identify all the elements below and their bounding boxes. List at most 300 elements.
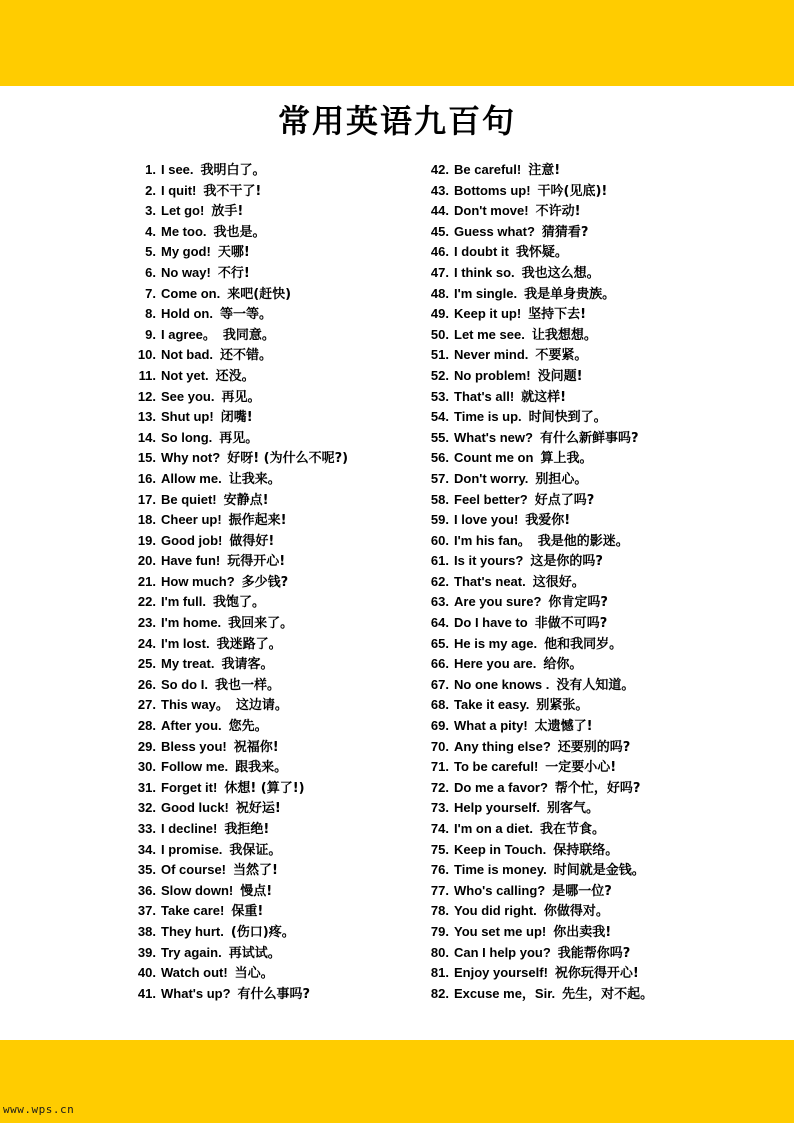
phrase-english: Good luck! [161,800,229,816]
phrase-chinese: 祝好运! [235,801,281,817]
phrase-english: Time is up. [454,409,522,425]
phrase-row [415,325,715,346]
phrase-english: I agree。 [161,326,216,342]
phrase-chinese: 算上我。 [540,451,593,467]
phrase-row [415,181,715,202]
phrase-number: 80. [430,944,449,960]
phrase-chinese: 天哪! [217,245,250,261]
phrase-number: 64. [430,615,449,631]
phrase-chinese: 我是他的影迷。 [537,533,629,549]
phrase-english: How much? [161,573,235,589]
phrase-row [415,654,715,675]
phrase-number: 15. [137,450,156,466]
phrase-row [415,737,715,758]
phrase-number: 52. [430,367,449,383]
phrase-row [122,963,412,984]
phrase-number: 60. [430,532,449,548]
phrase-number: 9. [145,326,156,342]
phrase-number: 33. [137,821,156,836]
phrase-number: 46. [430,244,449,260]
phrase-english: Never mind. [454,347,529,363]
watermark: www.wps.cn [3,1103,75,1116]
phrase-chinese: 跟我来。 [235,760,288,776]
phrase-english: I decline! [161,821,218,836]
phrase-number: 36. [137,882,156,898]
phrase-number: 63. [430,594,449,610]
phrase-row [122,592,412,613]
phrase-english: You set me up! [454,923,547,939]
phrase-english: Keep it up! [454,306,522,322]
phrase-number: 55. [430,429,449,445]
phrase-column-right [415,160,715,1004]
phrase-row [415,469,715,490]
phrase-chinese: 你做得对。 [543,904,609,920]
phrase-chinese: 我在节食。 [539,822,605,837]
phrase-number: 11. [138,367,156,383]
phrase-number: 40. [137,965,156,981]
phrase-number: 82. [430,985,449,1001]
phrase-row [415,675,715,696]
phrase-chinese: 注意! [528,163,561,178]
phrase-chinese: 这边请。 [235,698,288,714]
phrase-number: 57. [430,470,449,486]
phrase-number: 41. [137,985,156,1001]
phrase-chinese: 非做不可吗? [534,616,608,632]
phrase-chinese: 不行! [217,265,250,281]
phrase-number: 78. [430,903,449,919]
phrase-number: 6. [145,264,156,280]
phrase-row [122,922,412,943]
phrase-english: I'm lost. [161,635,210,651]
phrase-number: 51. [430,347,449,363]
phrase-chinese: 太遗憾了! [534,719,593,735]
phrase-row [415,716,715,737]
phrase-row [122,881,412,902]
phrase-number: 20. [137,553,156,569]
phrase-english: What a pity! [454,718,528,734]
phrase-number: 76. [430,862,449,878]
phrase-chinese: 还没。 [215,368,255,384]
phrase-chinese: 没有人知道。 [556,677,635,693]
phrase-chinese: 让我想想。 [531,327,597,343]
phrase-english: I doubt it [454,244,509,260]
phrase-english: Here you are. [454,656,537,672]
phrase-english: Take it easy. [454,697,530,713]
phrase-row [122,531,412,552]
phrase-row [122,675,412,696]
phrase-number: 71. [430,759,449,775]
phrase-chinese: 我保证。 [229,842,282,858]
phrase-chinese: 安静点! [223,492,269,508]
phrase-english: I promise. [161,841,223,857]
phrase-row [122,551,412,572]
phrase-english: I'm his fan。 [454,532,531,548]
phrase-row [122,284,412,305]
phrase-english: Feel better? [454,491,528,507]
phrase-number: 70. [430,738,449,754]
phrase-row [415,634,715,655]
phrase-row [415,901,715,922]
phrase-english: I'm home. [161,615,222,631]
phrase-number: 72. [430,779,449,795]
phrase-row [122,242,412,263]
phrase-row [415,984,715,1005]
phrase-chinese: 我明白了。 [200,163,266,178]
phrase-number: 58. [430,491,449,507]
phrase-english: Excuse me，Sir. [454,985,556,1001]
phrase-chinese: 休想! (算了!) [224,780,305,796]
phrase-number: 16. [137,470,156,486]
phrase-chinese: 当心。 [234,966,274,982]
phrase-row [415,881,715,902]
phrase-chinese: 保重! [231,904,264,920]
phrase-chinese: 当然了! [233,863,278,879]
phrase-english: Follow me. [161,759,229,775]
phrase-number: 1. [145,162,156,177]
phrase-number: 7. [145,285,156,301]
phrase-english: Time is money. [454,862,547,878]
phrase-number: 37. [137,903,156,919]
phrase-row [415,222,715,243]
phrase-english: No problem! [454,367,531,383]
phrase-chinese: 再见。 [221,389,261,405]
phrase-chinese: 我是单身贵族。 [524,286,616,302]
phrase-chinese: 别客气。 [546,801,599,817]
phrase-row [415,922,715,943]
phrase-chinese: 来吧(赶快) [227,286,292,302]
phrase-english: You did right. [454,903,537,919]
phrase-english: Allow me. [161,470,222,486]
phrase-english: Watch out! [161,965,228,981]
phrase-number: 13. [137,409,156,425]
top-accent-band [0,0,794,86]
phrase-number: 4. [145,223,156,239]
phrase-number: 26. [137,676,156,692]
phrase-row [122,737,412,758]
phrase-row [122,448,412,469]
phrase-row [122,634,412,655]
phrase-number: 8. [145,306,156,322]
phrase-chinese: 好点了吗? [534,492,595,508]
phrase-english: That's all! [454,388,515,404]
phrase-number: 45. [430,223,449,239]
phrase-row [122,901,412,922]
phrase-chinese: 帮个忙，好吗? [554,780,641,796]
phrase-number: 50. [430,326,449,342]
phrase-row [122,366,412,387]
page-title: 常用英语九百句 [277,102,516,140]
phrase-english: My god! [161,244,211,260]
phrase-row [122,716,412,737]
phrase-chinese: 这是你的吗? [530,554,603,570]
phrase-english: My treat. [161,656,215,672]
phrase-english: Good job! [161,532,223,548]
phrase-chinese: 再试试。 [228,945,281,961]
phrase-row [415,695,715,716]
phrase-english: Are you sure? [454,594,542,610]
phrase-chinese: 还要别的吗? [557,739,631,755]
phrase-number: 74. [430,821,449,836]
phrase-number: 67. [430,676,449,692]
phrase-english: Forget it! [161,779,218,795]
phrase-chinese: 我也是。 [213,224,266,240]
phrase-row [415,160,715,181]
phrase-row [122,860,412,881]
phrase-chinese: 等一等。 [220,307,273,323]
phrase-chinese: 别担心。 [535,471,588,487]
phrase-row [415,840,715,861]
phrase-number: 77. [430,882,449,898]
phrase-row [122,304,412,325]
phrase-english: Keep in Touch. [454,841,547,857]
phrase-row [122,778,412,799]
phrase-english: What's new? [454,429,533,445]
bottom-accent-band [0,1040,794,1123]
phrase-number: 21. [137,573,156,589]
phrase-number: 59. [430,512,449,528]
phrase-chinese: 不要紧。 [535,348,588,364]
phrase-number: 79. [430,923,449,939]
phrase-chinese: 他和我同岁。 [544,636,623,652]
phrase-row [415,387,715,408]
phrase-number: 35. [137,862,156,878]
phrase-english: No way! [161,264,211,280]
phrase-row [415,613,715,634]
phrase-chinese: 我怀疑。 [515,245,568,261]
phrase-english: I'm on a diet. [454,821,533,836]
phrase-number: 24. [137,635,156,651]
phrase-columns [0,160,794,1020]
phrase-chinese: 没问题! [537,368,583,384]
phrase-number: 14. [137,429,156,445]
phrase-number: 62. [430,573,449,589]
phrase-chinese: 我拒绝! [224,822,270,837]
phrase-chinese: 是哪一位? [552,883,612,899]
phrase-english: Cheer up! [161,512,222,528]
phrase-number: 34. [137,841,156,857]
phrase-row [122,943,412,964]
phrase-row [415,304,715,325]
phrase-chinese: 你肯定吗? [548,595,608,611]
phrase-chinese: 不许动! [535,204,581,220]
phrase-english: I see. [161,162,194,177]
phrase-english: Be quiet! [161,491,217,507]
phrase-chinese: 玩得开心! [227,554,286,570]
phrase-english: This way。 [161,697,229,713]
phrase-chinese: 有什么新鲜事吗? [539,430,639,446]
phrase-chinese: 干吟(见底)! [537,183,608,199]
phrase-number: 5. [145,244,156,260]
phrase-english: Bless you! [161,738,227,754]
phrase-english: Be careful! [454,162,522,177]
phrase-english: That's neat. [454,573,526,589]
phrase-english: Who's calling? [454,882,546,898]
phrase-chinese: 我也这么想。 [521,265,600,281]
phrase-chinese: 我不干了! [203,183,262,199]
phrase-chinese: 有什么事吗? [237,986,311,1002]
phrase-english: Why not? [161,450,221,466]
phrase-number: 73. [430,800,449,816]
phrase-row [122,510,412,531]
phrase-row [415,592,715,613]
phrase-english: Slow down! [161,882,234,898]
phrase-row [415,778,715,799]
phrase-row [415,284,715,305]
phrase-english: See you. [161,388,215,404]
phrase-english: Bottoms up! [454,182,531,198]
phrase-number: 39. [137,944,156,960]
phrase-number: 17. [137,491,156,507]
phrase-number: 47. [430,264,449,280]
phrase-row [415,490,715,511]
phrase-row [415,345,715,366]
phrase-number: 75. [430,841,449,857]
phrase-row [122,407,412,428]
phrase-chinese: 振作起来! [228,513,287,529]
phrase-english: Take care! [161,903,225,919]
phrase-chinese: 一定要小心! [545,760,617,776]
phrase-number: 27. [137,697,156,713]
phrase-number: 69. [430,718,449,734]
phrase-number: 32. [137,800,156,816]
phrase-english: Have fun! [161,553,221,569]
phrase-chinese: 我能帮你吗? [557,945,631,961]
phrase-row [415,819,715,840]
phrase-row [122,469,412,490]
phrase-english: After you. [161,718,222,734]
phrase-english: No one knows . [454,676,550,692]
phrase-english: I'm full. [161,594,206,610]
phrase-english: To be careful! [454,759,539,775]
phrase-english: I think so. [454,264,515,280]
phrase-row [122,325,412,346]
phrase-row [122,757,412,778]
phrase-english: I love you! [454,512,519,528]
phrase-chinese: 再见。 [219,430,259,446]
phrase-row [415,757,715,778]
phrase-english: They hurt. [161,923,224,939]
phrase-english: Do me a favor? [454,779,548,795]
phrase-number: 18. [137,512,156,528]
phrase-number: 12. [137,388,156,404]
phrase-number: 28. [137,718,156,734]
phrase-row [122,840,412,861]
phrase-row [122,613,412,634]
phrase-chinese: 我饱了。 [212,595,265,611]
phrase-row [415,366,715,387]
phrase-row [122,201,412,222]
phrase-english: Can I help you? [454,944,551,960]
phrase-chinese: 时间就是金钱。 [553,863,645,879]
phrase-chinese: 多少钱? [241,574,289,590]
phrase-chinese: 别紧张。 [536,698,589,714]
phrase-row [122,572,412,593]
phrase-chinese: 猜猜看? [541,224,589,240]
phrase-number: 66. [430,656,449,672]
phrase-row [122,181,412,202]
phrase-row [415,551,715,572]
phrase-row [415,407,715,428]
phrase-chinese: (伤口)疼。 [230,924,295,940]
phrase-number: 30. [137,759,156,775]
phrase-row [415,963,715,984]
phrase-chinese: 我请客。 [221,657,274,673]
phrase-chinese: 您先。 [228,719,268,735]
phrase-row [415,798,715,819]
phrase-chinese: 这很好。 [532,574,585,590]
phrase-english: Not yet. [161,367,209,383]
phrase-column-left [122,160,412,1004]
phrase-chinese: 我爱你! [525,513,571,529]
phrase-row [122,387,412,408]
phrase-english: Help yourself. [454,800,540,816]
phrase-number: 3. [145,203,156,219]
phrase-chinese: 还不错。 [220,348,273,364]
phrase-english: Let go! [161,203,205,219]
phrase-row [122,263,412,284]
phrase-chinese: 我迷路了。 [216,636,282,652]
phrase-english: Count me on [454,450,534,466]
phrase-english: Try again. [161,944,222,960]
phrase-number: 25. [137,656,156,672]
phrase-number: 43. [430,182,449,198]
phrase-row [122,819,412,840]
phrase-english: Any thing else? [454,738,551,754]
phrase-chinese: 保持联络。 [553,842,619,858]
phrase-chinese: 我回来了。 [228,616,294,632]
phrase-row [122,490,412,511]
phrase-english: Shut up! [161,409,214,425]
phrase-row [415,201,715,222]
phrase-chinese: 坚持下去! [528,307,587,323]
phrase-chinese: 先生，对不起。 [562,986,654,1002]
phrase-row [415,242,715,263]
phrase-chinese: 就这样! [521,389,567,405]
phrase-english: Is it yours? [454,553,524,569]
phrase-number: 48. [430,285,449,301]
phrase-chinese: 放手! [211,204,244,220]
phrase-english: Come on. [161,285,221,301]
phrase-chinese: 慢点! [240,883,273,899]
phrase-english: Don't worry. [454,470,529,486]
phrase-english: I quit! [161,182,197,198]
phrase-english: Guess what? [454,223,535,239]
phrase-english: What's up? [161,985,231,1001]
phrase-row [122,222,412,243]
phrase-english: Don't move! [454,203,529,219]
phrase-english: Not bad. [161,347,213,363]
phrase-english: Hold on. [161,306,213,322]
phrase-row [122,984,412,1005]
phrase-number: 19. [137,532,156,548]
phrase-number: 42. [430,162,449,177]
phrase-chinese: 你出卖我! [553,924,612,940]
phrase-chinese: 祝福你! [233,739,279,755]
phrase-english: So do I. [161,676,208,692]
phrase-number: 53. [430,388,449,404]
phrase-english: I'm single. [454,285,518,301]
phrase-row [415,263,715,284]
phrase-row [415,943,715,964]
phrase-number: 65. [430,635,449,651]
phrase-row [122,654,412,675]
phrase-row [415,510,715,531]
phrase-english: Enjoy yourself! [454,965,548,981]
phrase-row [415,860,715,881]
phrase-chinese: 闭嘴! [220,410,253,426]
phrase-english: He is my age. [454,635,538,651]
phrase-number: 56. [430,450,449,466]
